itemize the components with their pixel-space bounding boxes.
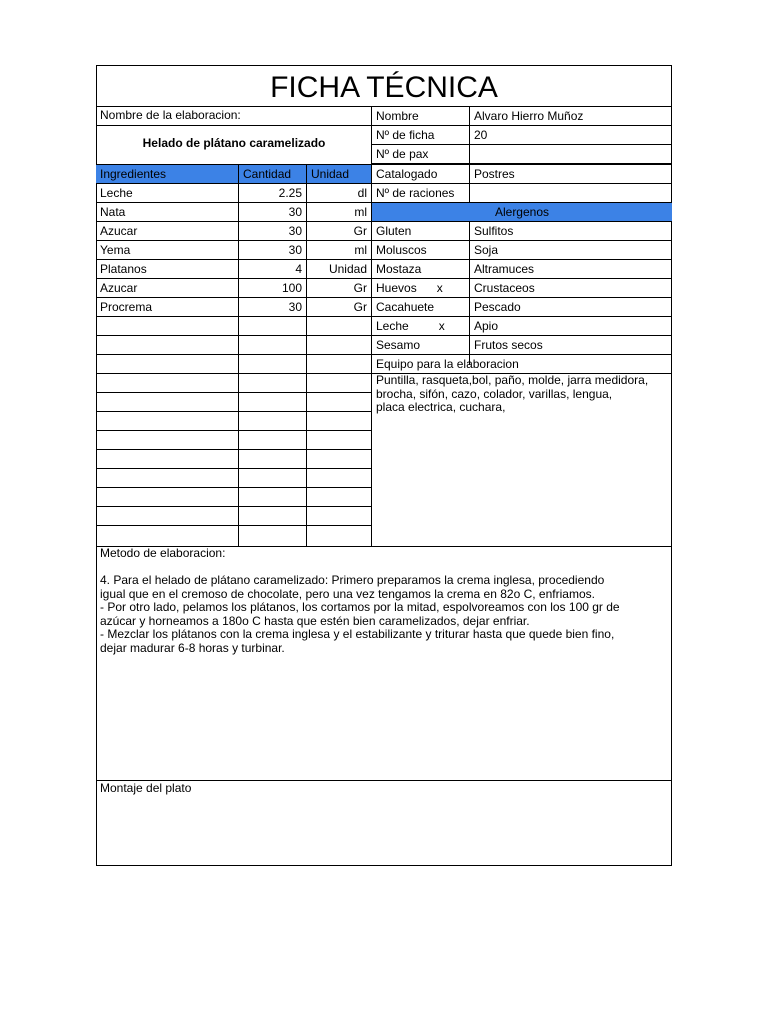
unidad-header: Unidad: [307, 165, 371, 184]
nombre-value: Alvaro Hierro Muñoz: [474, 109, 584, 123]
divider: [96, 430, 372, 431]
divider: [96, 373, 372, 374]
ingredient-qty: 30: [288, 224, 302, 238]
alergeno-item: Mostaza: [376, 262, 422, 276]
alergeno-item: Soja: [474, 243, 499, 257]
ficha-tecnica-sheet: [96, 65, 672, 866]
catalogado-label: Catalogado: [376, 167, 438, 181]
ingredient-unit: dl: [357, 186, 367, 200]
alergeno-item: Frutos secos: [474, 338, 543, 352]
ingredient-name: Leche: [100, 186, 133, 200]
metodo-section: [96, 546, 672, 780]
alergeno-item: Moluscos: [376, 243, 427, 257]
catalogado-value: Postres: [474, 167, 515, 181]
ingredient-name: Platanos: [100, 262, 147, 276]
dish-name: Helado de plátano caramelizado: [142, 136, 326, 150]
ingredient-name: Procrema: [100, 300, 153, 314]
equipo-label: Equipo para la elaboracion: [376, 357, 519, 371]
alergeno-item: Sulfitos: [474, 224, 514, 238]
ingredient-unit: Gr: [353, 300, 367, 314]
montaje-label: Montaje del plato: [100, 781, 192, 795]
ingredient-name: Azucar: [100, 224, 138, 238]
ingredient-name: Yema: [100, 243, 131, 257]
ingredient-name: Nata: [100, 205, 126, 219]
divider: [96, 392, 372, 393]
pax-label: Nº de pax: [376, 147, 429, 161]
alergeno-item: Apio: [474, 319, 499, 333]
nombre-label: Nombre: [376, 109, 419, 123]
alergeno-item: Sesamo: [376, 338, 421, 352]
divider: [96, 449, 372, 450]
ingredient-unit: ml: [354, 243, 367, 257]
nombre-elaboracion-label: Nombre de la elaboracion:: [100, 108, 241, 122]
ingredientes-header: Ingredientes: [96, 165, 238, 184]
ingredient-qty: 100: [281, 281, 302, 295]
alergeno-item: Altramuces: [474, 262, 535, 276]
ingredient-qty: 2.25: [278, 186, 302, 200]
divider: [96, 525, 372, 526]
metodo-label: Metodo de elaboracion:: [100, 546, 226, 560]
alergeno-item: Crustaceos: [474, 281, 535, 295]
divider: [96, 468, 372, 469]
alergeno-item: Cacahuete: [376, 300, 435, 314]
divider: [96, 487, 372, 488]
ficha-value: 20: [474, 128, 488, 142]
ingredient-name: Azucar: [100, 281, 138, 295]
ingredient-unit: Gr: [353, 224, 367, 238]
raciones-label: Nº de raciones: [376, 186, 455, 200]
ingredient-qty: 4: [295, 262, 302, 276]
alergenos-header: Alergenos: [372, 203, 672, 222]
ingredient-qty: 30: [288, 300, 302, 314]
page-title: FICHA TÉCNICA: [270, 71, 498, 104]
divider: [96, 164, 672, 165]
alergeno-item: Gluten: [376, 224, 412, 238]
divider: [96, 411, 372, 412]
ingredient-unit: Gr: [353, 281, 367, 295]
ingredient-qty: 30: [288, 243, 302, 257]
ficha-label: Nº de ficha: [376, 128, 435, 142]
equipo-list: Puntilla, rasqueta,bol, paño, molde, jarra medidora, brocha, sifón, cazo, colador, varillas, lengua, placa electrica, cuchara,: [376, 374, 649, 414]
ingredient-unit: ml: [354, 205, 367, 219]
cantidad-header: Cantidad: [239, 165, 306, 184]
divider: [96, 506, 372, 507]
metodo-text: 4. Para el helado de plátano caramelizado: Primero preparamos la crema inglesa, procediendo igual que en el cremoso de chocolate, pero una vez tengamos la crema en 82o C, enfriamos. - Por otro lado, pelamos los plátanos, los cortamos por la mitad, espolvoreamos con los 100 gr de azúcar y horneamos a 180o C hasta que estén bien caramelizados, dejar enfriar. - Mezclar los plátanos con la crema inglesa y el estabilizante y triturar hasta que quede bien fino, dejar madurar 6-8 horas y turbinar.: [100, 573, 620, 655]
alergeno-item: Pescado: [474, 300, 521, 314]
ingredient-qty: 30: [288, 205, 302, 219]
alergeno-item: Leche x: [376, 319, 445, 333]
ingredient-unit: Unidad: [328, 262, 367, 276]
alergeno-item: Huevos x: [376, 281, 443, 295]
